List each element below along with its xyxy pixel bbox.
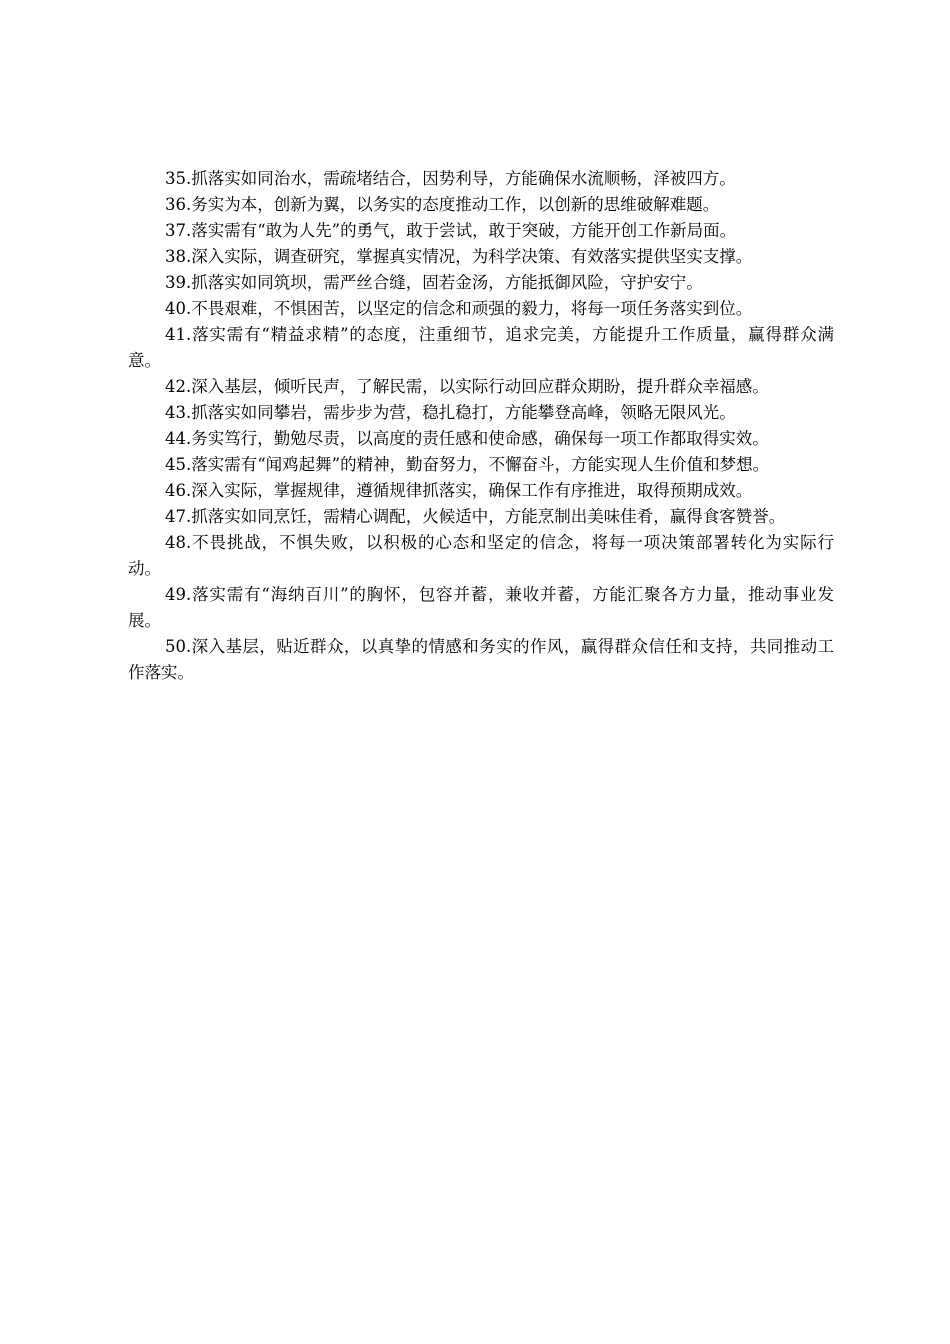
list-item-35: 35.抓落实如同治水，需疏堵结合，因势利导，方能确保水流顺畅，泽被四方。	[165, 169, 736, 188]
list-item-37: 37.落实需有“敢为人先”的勇气，敢于尝试，敢于突破，方能开创工作新局面。	[165, 221, 737, 240]
list-item-49: 49.落实需有“海纳百川”的胸怀，包容并蓄，兼收并蓄，方能汇聚各方力量，推动事业发展。	[128, 585, 834, 630]
list-item-44: 44.务实笃行，勤勉尽责，以高度的责任感和使命感，确保每一项工作都取得实效。	[165, 429, 769, 448]
document-body	[128, 166, 834, 686]
list-item-47: 47.抓落实如同烹饪，需精心调配，火候适中，方能烹制出美味佳肴，赢得食客赞誉。	[165, 507, 786, 526]
list-item-39: 39.抓落实如同筑坝，需严丝合缝，固若金汤，方能抵御风险，守护安宁。	[165, 273, 703, 292]
list-item-36: 36.务实为本，创新为翼，以务实的态度推动工作，以创新的思维破解难题。	[165, 195, 720, 214]
list-item-48: 48.不畏挑战，不惧失败，以积极的心态和坚定的信念，将每一项决策部署转化为实际行动。	[128, 533, 834, 578]
list-item-40: 40.不畏艰难，不惧困苦，以坚定的信念和顽强的毅力，将每一项任务落实到位。	[165, 299, 753, 318]
list-item-46: 46.深入实际，掌握规律，遵循规律抓落实，确保工作有序推进，取得预期成效。	[165, 481, 753, 500]
list-item-42: 42.深入基层，倾听民声，了解民需，以实际行动回应群众期盼，提升群众幸福感。	[165, 377, 769, 396]
list-item-43: 43.抓落实如同攀岩，需步步为营，稳扎稳打，方能攀登高峰，领略无限风光。	[165, 403, 736, 422]
list-item-41: 41.落实需有“精益求精”的态度，注重细节，追求完美，方能提升工作质量，赢得群众满意。	[128, 325, 834, 370]
list-item-45: 45.落实需有“闻鸡起舞”的精神，勤奋努力，不懈奋斗，方能实现人生价值和梦想。	[165, 455, 770, 474]
list-item-38: 38.深入实际，调查研究，掌握真实情况，为科学决策、有效落实提供坚实支撑。	[165, 247, 753, 266]
list-item-50: 50.深入基层，贴近群众，以真挚的情感和务实的作风，赢得群众信任和支持，共同推动工作落实。	[128, 637, 834, 682]
